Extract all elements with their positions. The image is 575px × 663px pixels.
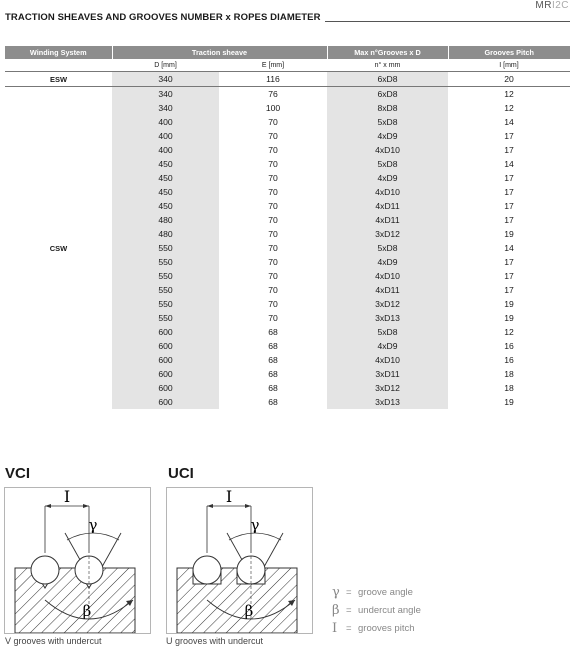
diameter-cell: 600 — [112, 381, 219, 395]
width-cell: 68 — [268, 369, 278, 379]
rope-right — [237, 556, 265, 584]
groove-angle-symbol: γ — [88, 516, 98, 534]
legend-symbol: γ — [332, 584, 340, 600]
width-cell: 70 — [268, 229, 278, 239]
unit-cell — [5, 59, 112, 72]
grooves-cell: 4xD11 — [327, 199, 448, 213]
diameter-cell: 550 — [112, 241, 219, 255]
grooves-cell: 6xD8 — [327, 87, 448, 102]
pitch-cell: 20 — [448, 72, 570, 87]
brand-logo — [535, 0, 569, 11]
grooves-cell: 5xD8 — [327, 325, 448, 339]
pitch-symbol: I — [225, 488, 233, 506]
pitch-cell: 17 — [504, 215, 514, 225]
legend-row-grooves-pitch: I = grooves pitch — [332, 620, 415, 636]
table-row — [5, 87, 570, 102]
table-header-row — [5, 46, 570, 59]
pitch-cell: 19 — [504, 397, 514, 407]
vci-drawing — [5, 488, 150, 633]
title-rule — [325, 21, 570, 22]
unit-cell: D [mm] — [112, 59, 219, 72]
pitch-cell: 12 — [504, 327, 514, 337]
grooves-cell: 3xD13 — [327, 395, 448, 409]
grooves-cell: 4xD10 — [327, 143, 448, 157]
grooves-cell: 5xD8 — [327, 241, 448, 255]
undercut-angle-symbol: β — [82, 602, 92, 620]
pitch-cell: 12 — [504, 103, 514, 113]
grooves-cell: 6xD8 — [327, 72, 448, 87]
pitch-cell: 16 — [504, 341, 514, 351]
undercut-angle-symbol: β — [244, 602, 254, 620]
grooves-cell: 5xD8 — [327, 115, 448, 129]
pitch-cell: 17 — [504, 187, 514, 197]
width-cell: 70 — [268, 313, 278, 323]
grooves-cell: 3xD12 — [327, 297, 448, 311]
pitch-cell: 14 — [504, 243, 514, 253]
rope-left — [31, 556, 59, 584]
diameter-cell: 600 — [112, 367, 219, 381]
pitch-cell: 19 — [504, 229, 514, 239]
diameter-cell: 600 — [112, 339, 219, 353]
diameter-cell: 400 — [112, 143, 219, 157]
unit-cell: I [mm] — [448, 59, 570, 72]
page-title: TRACTION SHEAVES AND GROOVES NUMBER x ROPES DIAMETER — [5, 12, 321, 23]
unit-cell: n° x mm — [327, 59, 448, 72]
width-cell: 70 — [268, 201, 278, 211]
grooves-cell: 4xD9 — [327, 129, 448, 143]
diameter-cell: 550 — [112, 283, 219, 297]
grooves-cell: 3xD12 — [327, 381, 448, 395]
diameter-cell: 450 — [112, 199, 219, 213]
groove-angle-symbol: γ — [250, 516, 260, 534]
pitch-cell: 17 — [504, 257, 514, 267]
diameter-cell: 600 — [112, 325, 219, 339]
width-cell: 70 — [268, 285, 278, 295]
width-cell: 68 — [268, 327, 278, 337]
grooves-cell: 3xD13 — [327, 311, 448, 325]
pitch-cell: 18 — [504, 383, 514, 393]
table-row-esw — [5, 72, 570, 87]
uci-drawing — [167, 488, 312, 633]
diameter-cell: 600 — [112, 353, 219, 367]
legend-text: grooves pitch — [358, 622, 415, 634]
grooves-cell: 4xD9 — [327, 171, 448, 185]
width-cell: 70 — [268, 257, 278, 267]
units-row — [5, 59, 570, 72]
diameter-cell: 550 — [112, 269, 219, 283]
width-cell: 68 — [268, 355, 278, 365]
pitch-cell: 17 — [504, 271, 514, 281]
uci-label: UCI — [168, 465, 194, 482]
col-grooves-pitch: Grooves Pitch — [448, 46, 570, 59]
width-cell: 76 — [268, 89, 278, 99]
width-cell: 70 — [268, 173, 278, 183]
logo-main: MR — [535, 0, 552, 11]
diameter-cell: 550 — [112, 255, 219, 269]
pitch-cell: 14 — [504, 117, 514, 127]
pitch-cell: 17 — [504, 145, 514, 155]
diameter-cell: 550 — [112, 311, 219, 325]
pitch-cell: 18 — [504, 369, 514, 379]
diameter-cell: 340 — [112, 87, 219, 102]
legend-text: groove angle — [358, 586, 413, 598]
diameter-cell: 450 — [112, 157, 219, 171]
width-cell: 70 — [268, 271, 278, 281]
col-max-grooves: Max n°Grooves x D — [327, 46, 448, 59]
width-cell: 70 — [268, 243, 278, 253]
uci-diagram — [166, 487, 313, 634]
diameter-cell: 340 — [112, 72, 219, 87]
width-cell: 116 — [219, 72, 327, 87]
winding-system-cell: CSW — [49, 243, 68, 253]
col-traction-sheave: Traction sheave — [112, 46, 327, 59]
pitch-cell: 19 — [504, 299, 514, 309]
winding-system-cell: ESW — [5, 72, 112, 87]
pitch-cell: 19 — [504, 313, 514, 323]
pitch-symbol: I — [63, 488, 71, 506]
legend-symbol: β — [332, 602, 340, 618]
vci-diagram — [4, 487, 151, 634]
vci-label: VCI — [5, 465, 31, 482]
pitch-cell: 17 — [504, 173, 514, 183]
pitch-cell: 12 — [504, 89, 514, 99]
grooves-cell: 4xD9 — [327, 255, 448, 269]
legend-text: undercut angle — [358, 604, 421, 616]
grooves-cell: 4xD10 — [327, 185, 448, 199]
uci-caption: U grooves with undercut — [166, 636, 264, 646]
diameter-cell: 400 — [112, 129, 219, 143]
rope-right — [75, 556, 103, 584]
width-cell: 70 — [268, 299, 278, 309]
width-cell: 70 — [268, 117, 278, 127]
grooves-cell: 4xD11 — [327, 213, 448, 227]
width-cell: 70 — [268, 187, 278, 197]
col-winding-system: Winding System — [5, 46, 112, 59]
width-cell: 68 — [268, 397, 278, 407]
grooves-cell: 3xD12 — [327, 227, 448, 241]
width-cell: 68 — [268, 383, 278, 393]
grooves-cell: 3xD11 — [327, 367, 448, 381]
width-cell: 68 — [268, 341, 278, 351]
diameter-cell: 480 — [112, 213, 219, 227]
width-cell: 70 — [268, 215, 278, 225]
width-cell: 100 — [265, 103, 281, 113]
grooves-cell: 4xD10 — [327, 269, 448, 283]
unit-cell: E [mm] — [219, 59, 327, 72]
diameter-cell: 400 — [112, 115, 219, 129]
legend-row-groove-angle: γ = groove angle — [332, 584, 413, 600]
pitch-cell: 17 — [504, 285, 514, 295]
diameter-cell: 450 — [112, 185, 219, 199]
width-cell: 70 — [268, 159, 278, 169]
diameter-cell: 450 — [112, 171, 219, 185]
pitch-cell: 16 — [504, 355, 514, 365]
grooves-cell: 5xD8 — [327, 157, 448, 171]
grooves-cell: 8xD8 — [327, 101, 448, 115]
grooves-cell: 4xD11 — [327, 283, 448, 297]
diameter-cell: 600 — [112, 395, 219, 409]
logo-thin: I2C — [551, 0, 569, 11]
width-cell: 70 — [268, 145, 278, 155]
diameter-cell: 340 — [112, 101, 219, 115]
pitch-cell: 17 — [504, 201, 514, 211]
legend-row-undercut-angle: β = undercut angle — [332, 602, 421, 618]
sheaves-table — [5, 46, 570, 409]
pitch-cell: 14 — [504, 159, 514, 169]
diameter-cell: 550 — [112, 297, 219, 311]
diameter-cell: 480 — [112, 227, 219, 241]
grooves-cell: 4xD9 — [327, 339, 448, 353]
vci-caption: V grooves with undercut — [5, 636, 102, 646]
rope-left — [193, 556, 221, 584]
pitch-cell: 17 — [504, 131, 514, 141]
legend-symbol: I — [332, 620, 338, 636]
grooves-cell: 4xD10 — [327, 353, 448, 367]
symbol-legend — [332, 583, 421, 637]
width-cell: 70 — [268, 131, 278, 141]
